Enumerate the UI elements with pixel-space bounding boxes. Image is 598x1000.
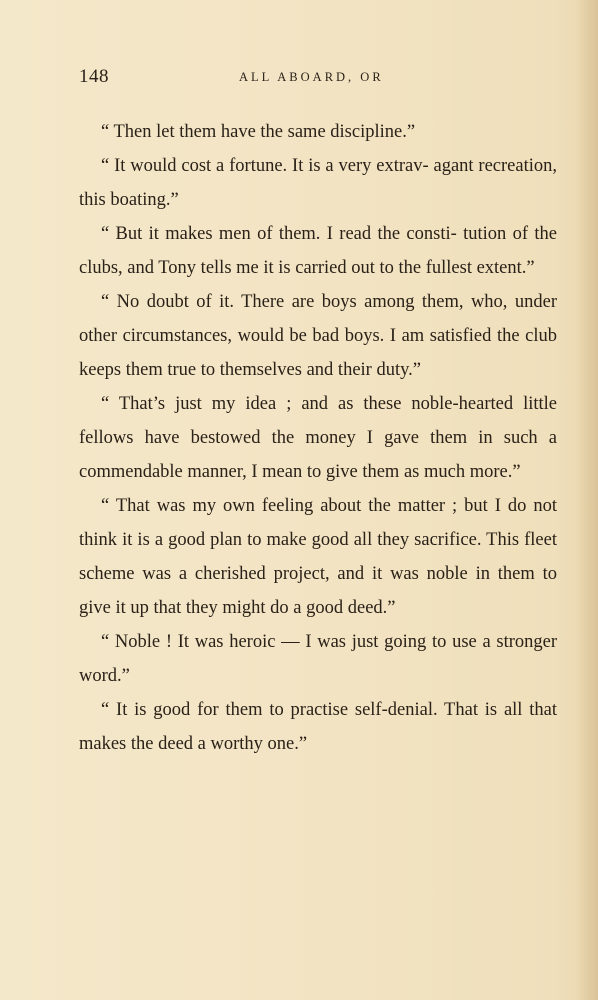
paragraph-6: “ That was my own feeling about the matter ; but I do not think it is a good plan to make good all they sacrifice. This fleet scheme was a cherished project, and it was noble in them to give it up that they might do a good deed.” xyxy=(79,496,557,618)
paragraph-5: “ That’s just my idea ; and as these noble-hearted little fellows have bestowed the money I gave them in such a commendable manner, I mean to give them as much more.” xyxy=(79,394,557,482)
page-header xyxy=(79,66,557,90)
page-number: 148 xyxy=(79,66,109,87)
body-text xyxy=(79,115,557,761)
paragraph-7: “ Noble ! It was heroic — I was just going to use a stronger word.” xyxy=(79,632,557,686)
paragraph-4: “ No doubt of it. There are boys among them, who, under other circumstances, would be bad boys. I am satisfied the club keeps them true to themselves and their duty.” xyxy=(79,292,557,380)
paragraph-1: “ Then let them have the same discipline.” xyxy=(101,122,416,142)
paragraph-3: “ But it makes men of them. I read the consti- tution of the clubs, and Tony tells me it is carried out to the fullest extent.” xyxy=(79,224,557,278)
running-title: ALL ABOARD, OR xyxy=(239,70,384,84)
paragraph-2: “ It would cost a fortune. It is a very extrav- agant recreation, this boating.” xyxy=(79,156,557,210)
paragraph-8: “ It is good for them to practise self-denial. That is all that makes the deed a worthy one.” xyxy=(79,700,557,754)
page-edge-shadow xyxy=(576,0,598,1000)
